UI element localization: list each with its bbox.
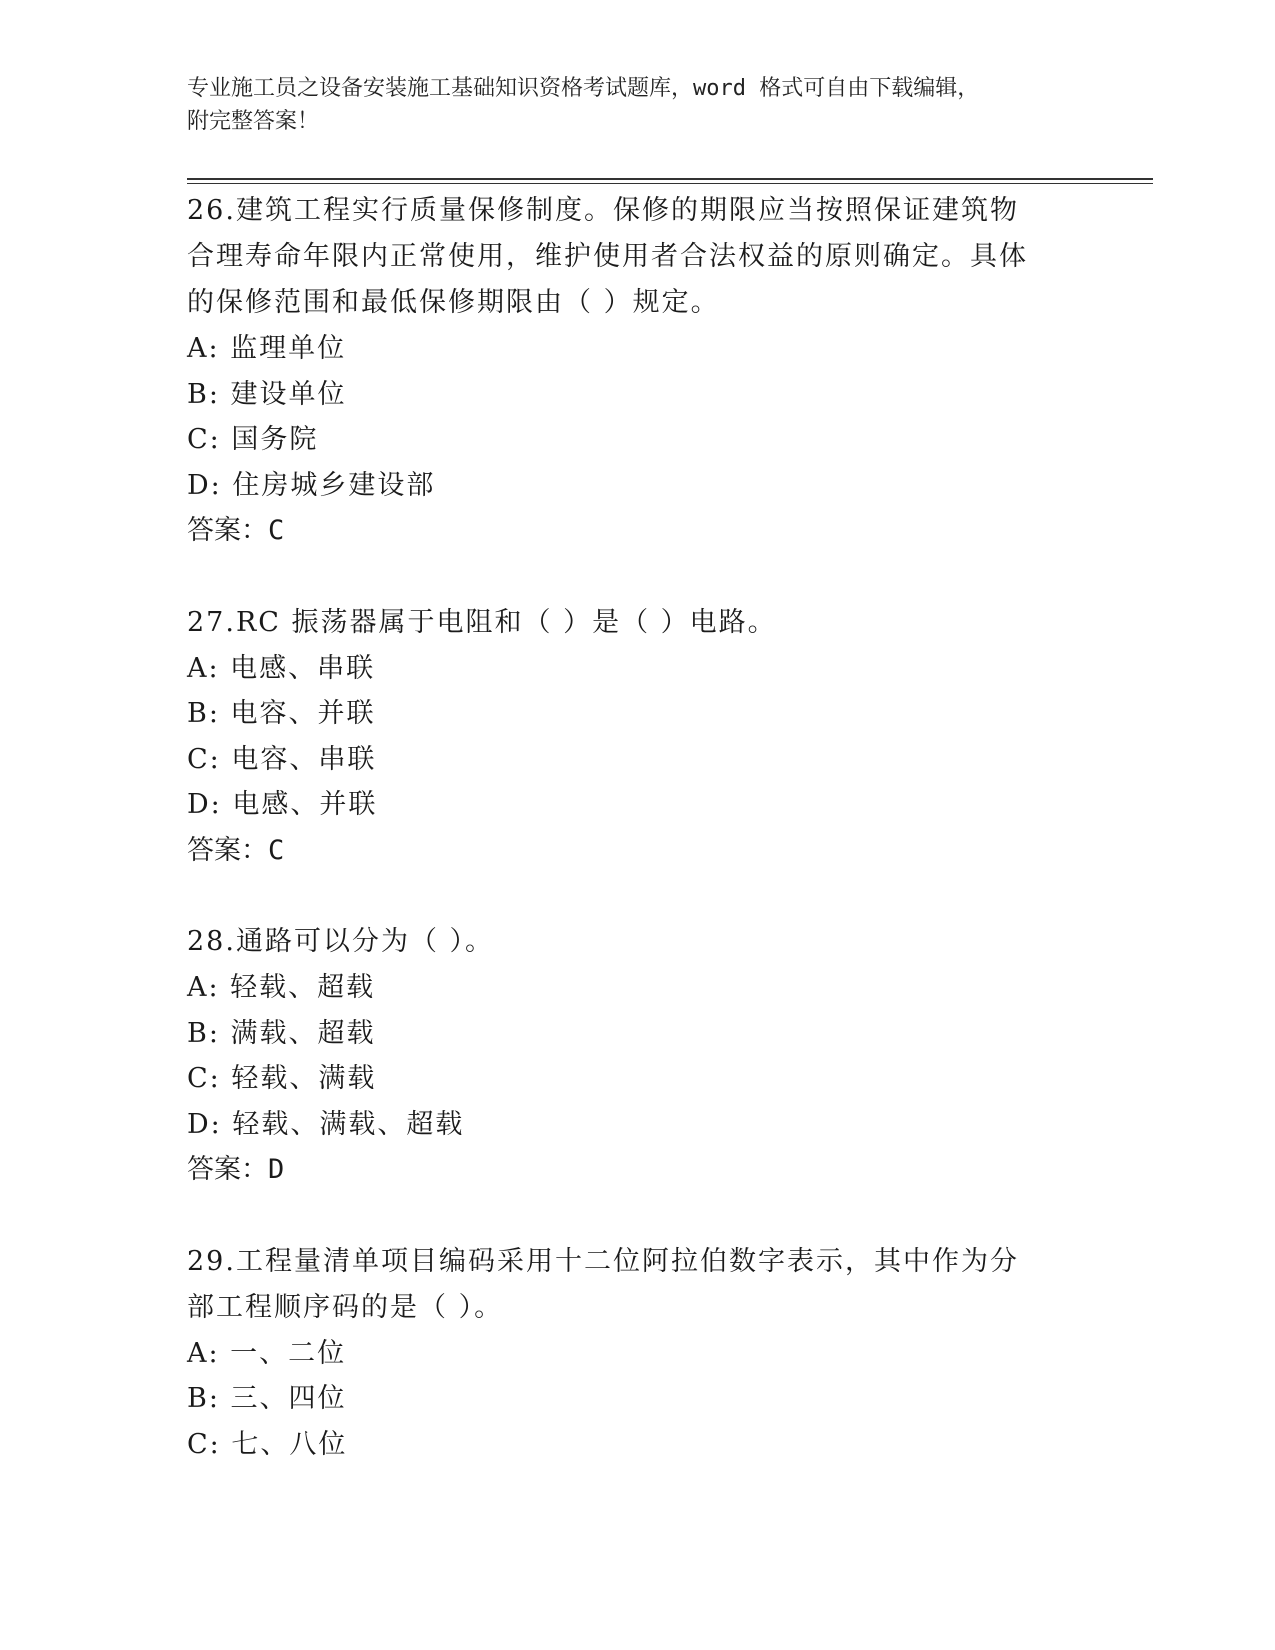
question-29 xyxy=(187,1239,1087,1468)
question-28 xyxy=(187,919,1087,1193)
option-d: D: 轻载、满载、超载 xyxy=(187,1108,465,1140)
option-a: A: 监理单位 xyxy=(187,333,347,364)
question-text: 26.建筑工程实行质量保修制度。保修的期限应当按照保证建筑物合理寿命年限内正常使用，维护使用者合法权益的原则确定。具体的保修范围和最低保修期限由（ ）规定。 xyxy=(187,195,1028,318)
option-a: A: 电感、串联 xyxy=(187,652,376,684)
option-c: C: 七、八位 xyxy=(187,1428,348,1460)
header-divider-thin xyxy=(187,183,1153,184)
option-c: C: 国务院 xyxy=(187,424,319,455)
question-list xyxy=(187,188,1087,1513)
option-d: D: 电感、并联 xyxy=(187,789,378,820)
question-text: 27.RC 振荡器属于电阻和（ ）是（ ）电路。 xyxy=(187,606,777,638)
option-c: C: 轻载、满载 xyxy=(187,1063,377,1094)
answer-label: 答案：C xyxy=(187,834,285,866)
option-a: A: 轻载、超载 xyxy=(187,972,376,1003)
option-c: C: 电容、串联 xyxy=(187,743,377,775)
question-text: 28.通路可以分为（ ）。 xyxy=(187,926,495,957)
option-b: B: 建设单位 xyxy=(187,378,347,410)
answer-label: 答案：D xyxy=(187,1154,285,1185)
option-b: B: 三、四位 xyxy=(187,1383,347,1414)
option-a: A: 一、二位 xyxy=(187,1337,347,1369)
option-b: B: 满载、超载 xyxy=(187,1017,376,1049)
header-line-1: 专业施工员之设备安装施工基础知识资格考试题库，word 格式可自由下载编辑， xyxy=(187,76,980,101)
question-27 xyxy=(187,600,1087,874)
option-d: D: 住房城乡建设部 xyxy=(187,469,436,501)
option-b: B: 电容、并联 xyxy=(187,698,376,729)
header-divider-thick xyxy=(187,178,1153,180)
document-header xyxy=(187,72,1087,138)
question-text: 29.工程量清单项目编码采用十二位阿拉伯数字表示，其中作为分部工程顺序码的是（ ）。 xyxy=(187,1245,1019,1323)
header-line-2: 附完整答案！ xyxy=(187,109,320,134)
answer-label: 答案：C xyxy=(187,515,285,546)
question-26 xyxy=(187,188,1087,554)
